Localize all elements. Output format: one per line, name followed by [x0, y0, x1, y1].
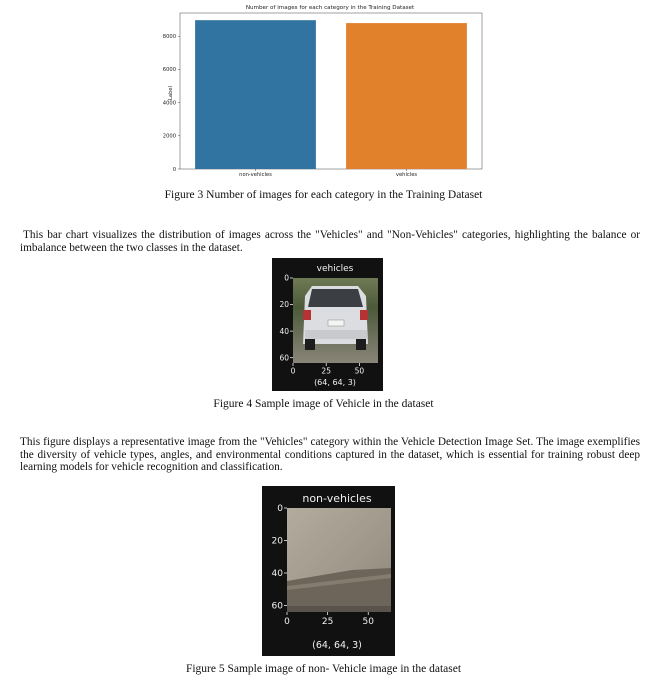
paragraph-1: This bar chart visualizes the distribution of images across the "Vehicles" and "Non-Vehicles" categories, highlighting the balance or imbalance between the two classes in the dataset. — [20, 229, 640, 254]
image-x-tick-label: 25 — [321, 617, 334, 627]
bars — [195, 20, 467, 169]
figure-4-caption: Figure 4 Sample image of Vehicle in the dataset — [213, 398, 434, 410]
image-y-tick-label: 0 — [277, 504, 283, 515]
vehicle-sample-title: vehicles — [316, 264, 354, 274]
figure-5-caption: Figure 5 Sample image of non- Vehicle image in the dataset — [185, 663, 462, 675]
chart-title: Number of images for each category in the Training Dataset — [245, 5, 415, 11]
image-x-tick-label: 25 — [321, 366, 331, 376]
image-y-tick-label: 0 — [284, 273, 289, 283]
image-y-tick-label: 20 — [279, 300, 289, 310]
y-tick-label: 6000 — [162, 67, 176, 74]
image-x-tick-label: 50 — [354, 366, 365, 376]
nonvehicle-shape-label: (64, 64, 3) — [312, 640, 362, 651]
nonvehicle-y-ticks — [272, 504, 287, 612]
vehicle-shape-label: (64, 64, 3) — [314, 378, 356, 387]
image-y-tick-label: 40 — [271, 569, 283, 580]
bar-chart — [160, 0, 490, 182]
bar-non-vehicles — [195, 20, 316, 169]
y-tick-label: 0 — [172, 166, 176, 173]
vehicle-car-picture — [303, 286, 368, 350]
x-axis — [239, 169, 417, 178]
nonvehicle-sample-figure — [262, 486, 395, 656]
image-x-tick-label: 0 — [290, 366, 296, 376]
nonvehicle-x-ticks — [284, 612, 374, 627]
image-y-tick-label: 60 — [271, 601, 283, 612]
nonvehicle-sample-title: non-vehicles — [302, 492, 372, 505]
image-x-tick-label: 0 — [284, 617, 290, 627]
vehicle-x-ticks — [291, 363, 365, 376]
y-axis — [163, 34, 180, 173]
x-tick-label: non-vehicles — [239, 172, 272, 178]
paragraph-2: This figure displays a representative image from the "Vehicles" category within the Vehicle Detection Image Set. The image exemplifies the diversity of vehicle types, angles, and environmental conditions captured in the dataset, which is essential for training robust deep learning models for vehicle recognition and classification. — [20, 436, 640, 474]
bar-vehicles — [346, 23, 467, 169]
y-tick-label: 2000 — [162, 133, 176, 140]
x-tick-label: vehicles — [395, 172, 418, 178]
image-y-tick-label: 60 — [279, 353, 289, 363]
image-x-tick-label: 50 — [362, 617, 374, 627]
vehicle-y-ticks — [279, 274, 293, 363]
image-y-tick-label: 40 — [279, 326, 289, 336]
image-y-tick-label: 20 — [271, 536, 283, 547]
figure-3-caption: Figure 3 Number of images for each category in the Training Dataset — [164, 189, 483, 201]
y-axis-label: Label — [168, 86, 174, 100]
y-tick-label: 8000 — [162, 34, 176, 41]
y-tick-label: 4000 — [162, 100, 176, 107]
vehicle-sample-figure — [272, 258, 383, 391]
